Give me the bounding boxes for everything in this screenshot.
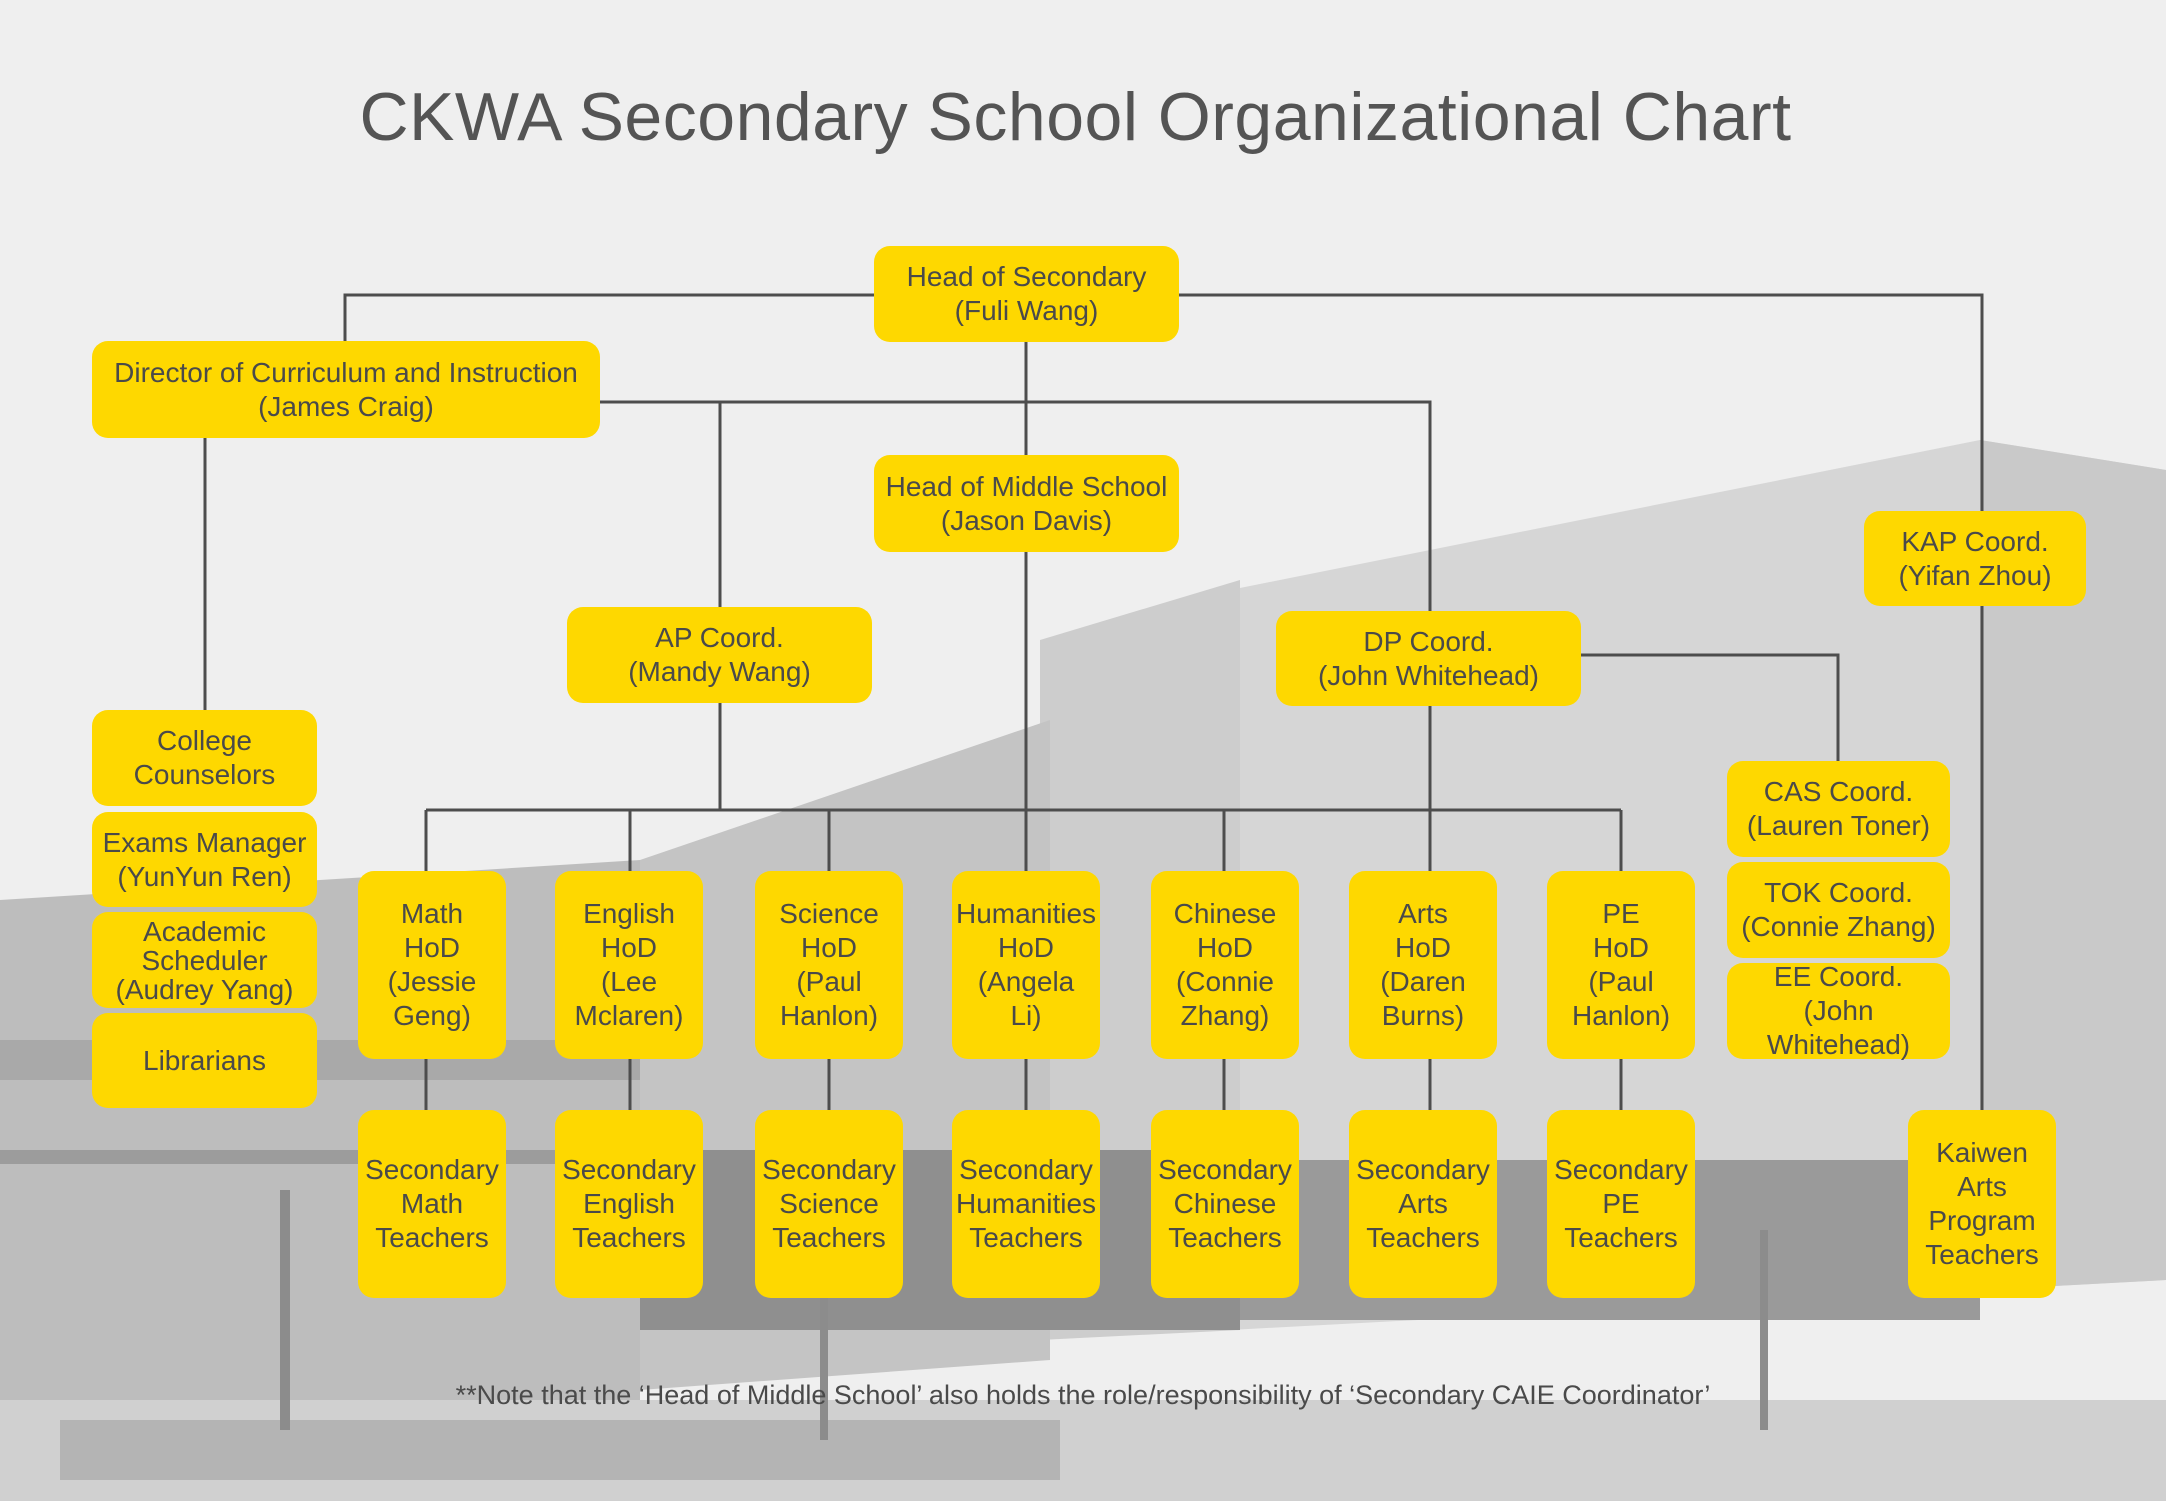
node-humanities-teachers[interactable] bbox=[952, 1110, 1100, 1298]
node-label: Exams Manager (YunYun Ren) bbox=[102, 826, 307, 892]
node-label: Science HoD (Paul Hanlon) bbox=[779, 898, 879, 1031]
node-label: PE HoD (Paul Hanlon) bbox=[1571, 898, 1671, 1031]
node-pe-hod[interactable] bbox=[1547, 871, 1695, 1059]
footnote: **Note that the ‘Head of Middle School’ also holds the role/responsibility of ‘Secondary CAIE Coordinator’ bbox=[455, 1380, 1711, 1410]
page-title: CKWA Secondary School Organizational Chart bbox=[359, 79, 1792, 155]
node-label: KAP Coord. (Yifan Zhou) bbox=[1898, 525, 2052, 591]
node-ap-coord[interactable] bbox=[567, 607, 872, 703]
node-label: CAS Coord. (Lauren Toner) bbox=[1746, 776, 1931, 841]
node-tok-coord[interactable] bbox=[1727, 862, 1950, 958]
node-cas-coord[interactable] bbox=[1727, 761, 1950, 857]
node-label: Arts HoD (Daren Burns) bbox=[1380, 898, 1466, 1031]
node-label: Academic Scheduler (Audrey Yang) bbox=[115, 915, 294, 1005]
node-label: Secondary Chinese Teachers bbox=[1158, 1154, 1292, 1253]
node-kap-coord[interactable] bbox=[1864, 511, 2086, 606]
node-label: English HoD (Lee Mclaren) bbox=[574, 898, 684, 1031]
node-label: EE Coord. (John Whitehead) bbox=[1766, 961, 1911, 1060]
node-humanities-hod[interactable] bbox=[952, 871, 1100, 1059]
node-math-hod[interactable] bbox=[358, 871, 506, 1059]
node-label: Secondary Science Teachers bbox=[762, 1154, 896, 1253]
node-science-teachers[interactable] bbox=[755, 1110, 903, 1298]
node-college-counselors[interactable] bbox=[92, 710, 317, 806]
node-head-of-middle-school[interactable] bbox=[874, 455, 1179, 552]
node-kaiwen-arts-teachers[interactable] bbox=[1908, 1110, 2056, 1298]
node-ee-coord[interactable] bbox=[1727, 963, 1950, 1059]
node-label: Chinese HoD (Connie Zhang) bbox=[1173, 898, 1277, 1031]
node-librarians[interactable] bbox=[92, 1013, 317, 1108]
node-label: Secondary Humanities Teachers bbox=[955, 1154, 1097, 1253]
node-exams-manager[interactable] bbox=[92, 812, 317, 907]
node-arts-hod[interactable] bbox=[1349, 871, 1497, 1059]
node-label: Head of Secondary (Fuli Wang) bbox=[906, 261, 1147, 326]
node-chinese-hod[interactable] bbox=[1151, 871, 1299, 1059]
node-label: Head of Middle School (Jason Davis) bbox=[885, 470, 1168, 536]
node-english-hod[interactable] bbox=[555, 871, 703, 1059]
node-arts-teachers[interactable] bbox=[1349, 1110, 1497, 1298]
node-label: Kaiwen Arts Program Teachers bbox=[1925, 1137, 2039, 1270]
node-academic-scheduler[interactable] bbox=[92, 912, 317, 1008]
node-science-hod[interactable] bbox=[755, 871, 903, 1059]
node-head-of-secondary[interactable] bbox=[874, 246, 1179, 342]
node-dp-coord[interactable] bbox=[1276, 611, 1581, 706]
node-label: TOK Coord. (Connie Zhang) bbox=[1741, 877, 1936, 942]
node-label: AP Coord. (Mandy Wang) bbox=[628, 622, 811, 687]
node-label: College Counselors bbox=[133, 725, 276, 790]
node-label: Secondary PE Teachers bbox=[1554, 1154, 1688, 1253]
node-label: Secondary Arts Teachers bbox=[1356, 1154, 1490, 1253]
node-label: Secondary Math Teachers bbox=[365, 1154, 499, 1253]
node-math-teachers[interactable] bbox=[358, 1110, 506, 1298]
node-label: Director of Curriculum and Instruction (James Craig) bbox=[114, 356, 578, 422]
node-label: Secondary English Teachers bbox=[562, 1154, 696, 1253]
node-label: Math HoD (Jessie Geng) bbox=[387, 898, 477, 1031]
node-label: DP Coord. (John Whitehead) bbox=[1317, 625, 1539, 691]
node-english-teachers[interactable] bbox=[555, 1110, 703, 1298]
node-director-curriculum[interactable] bbox=[92, 341, 600, 438]
node-chinese-teachers[interactable] bbox=[1151, 1110, 1299, 1298]
node-label: Humanities HoD (Angela Li) bbox=[955, 898, 1097, 1031]
node-pe-teachers[interactable] bbox=[1547, 1110, 1695, 1298]
node-label: Librarians bbox=[143, 1044, 266, 1076]
